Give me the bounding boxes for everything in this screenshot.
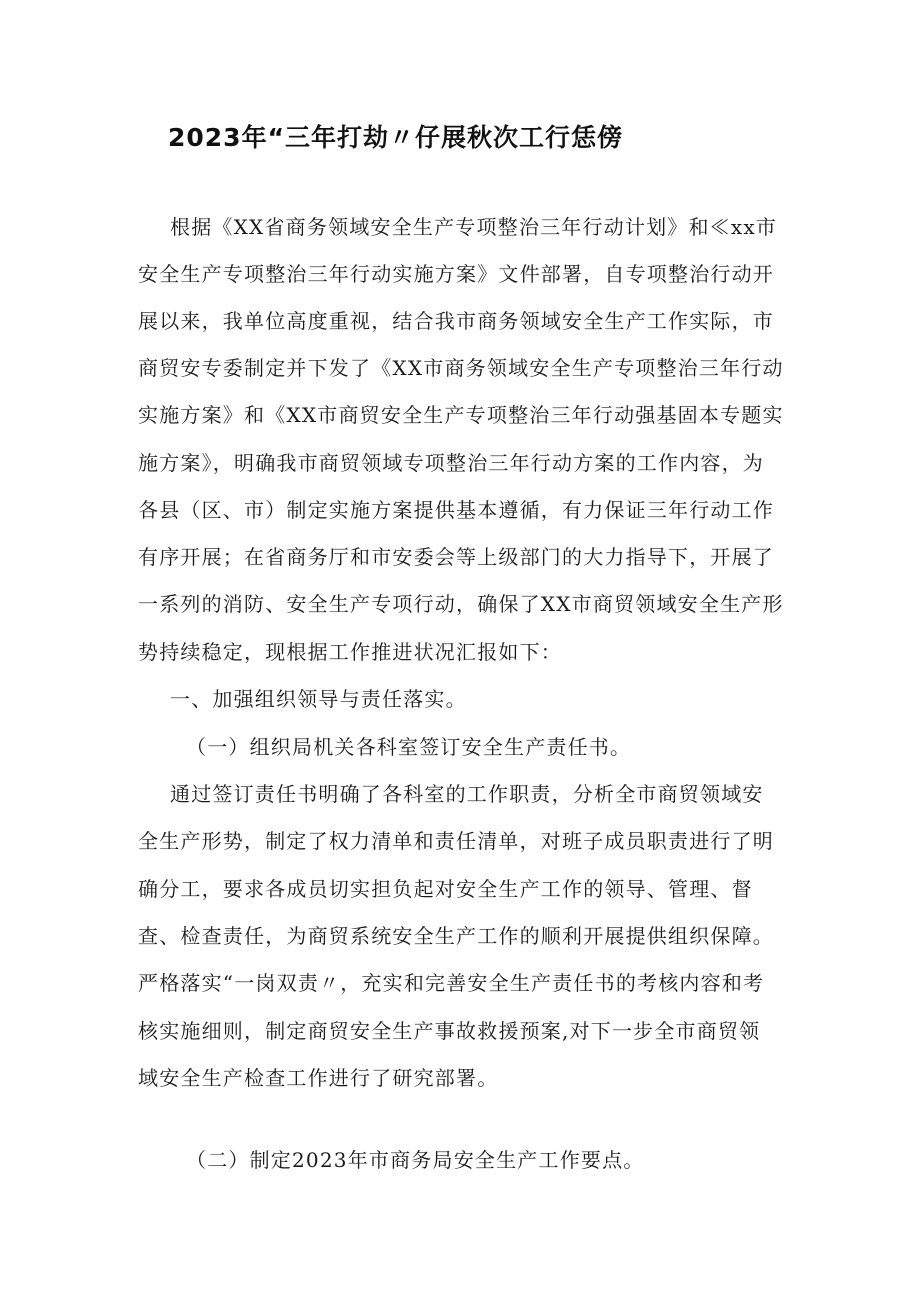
paragraph-line: 安全生产专项整治三年行动实施方案》文件部署，自专项整治行动开 <box>138 262 774 286</box>
paragraph-line: 通过签订责任书明确了各科室的工作职责，分析全市商贸领域安 <box>170 782 764 806</box>
paragraph-line: 确分工，要求各成员切实担负起对安全生产工作的领导、管理、督 <box>138 877 753 901</box>
paragraph-line: 严格落实“一岗双责〃，充实和完善安全生产责任书的考核内容和考 <box>138 971 765 995</box>
paragraph-line: 展以来，我单位高度重视，结合我市商务领域安全生产工作实际，市 <box>138 309 774 333</box>
paragraph-line: 实施方案》和《XX市商贸安全生产专项整治三年行动强基固本专题实 <box>138 403 784 427</box>
paragraph-line: 商贸安专委制定并下发了《XX市商务领域安全生产专项整治三年行动 <box>138 356 784 380</box>
paragraph-line: 势持续稳定，现根据工作推进状况汇报如下： <box>138 640 562 664</box>
paragraph-line: 施方案》，明确我市商贸领域专项整治三年行动方案的工作内容，为 <box>138 451 764 475</box>
paragraph-line: 全生产形势，制定了权力清单和责任清单，对班子成员职责进行了明 <box>138 829 774 853</box>
paragraph-line: 有序开展；在省商务厅和市安委会等上级部门的大力指导下，开展了 <box>138 545 774 569</box>
paragraph-line: 根据《XX省商务领域安全生产专项整治三年行动计划》和≪xx市 <box>170 215 778 239</box>
paragraph-line: 一系列的消防、安全生产专项行动，确保了XX市商贸领域安全生产形 <box>138 592 784 616</box>
paragraph-line: 查、检查责任，为商贸系统安全生产工作的顺利开展提供组织保障。 <box>138 924 774 948</box>
subsection-heading: （一）组织局机关各科室签订安全生产责任书。 <box>186 735 632 759</box>
subsection-heading: （二）制定2023年市商务局安全生产工作要点。 <box>186 1148 645 1172</box>
document-title: 2023年“三年打劫〃仔展秋次工行恁傍 <box>168 123 624 152</box>
paragraph-line: 各县（区、市）制定实施方案提供基本遵循，有力保证三年行动工作 <box>138 498 774 522</box>
paragraph-line: 域安全生产检查工作进行了研究部署。 <box>138 1066 499 1090</box>
paragraph-line: 核实施细则，制定商贸安全生产事故救援预案,对下一步全市商贸领 <box>138 1019 761 1043</box>
section-heading: 一、加强组织领导与责任落实。 <box>170 687 467 711</box>
